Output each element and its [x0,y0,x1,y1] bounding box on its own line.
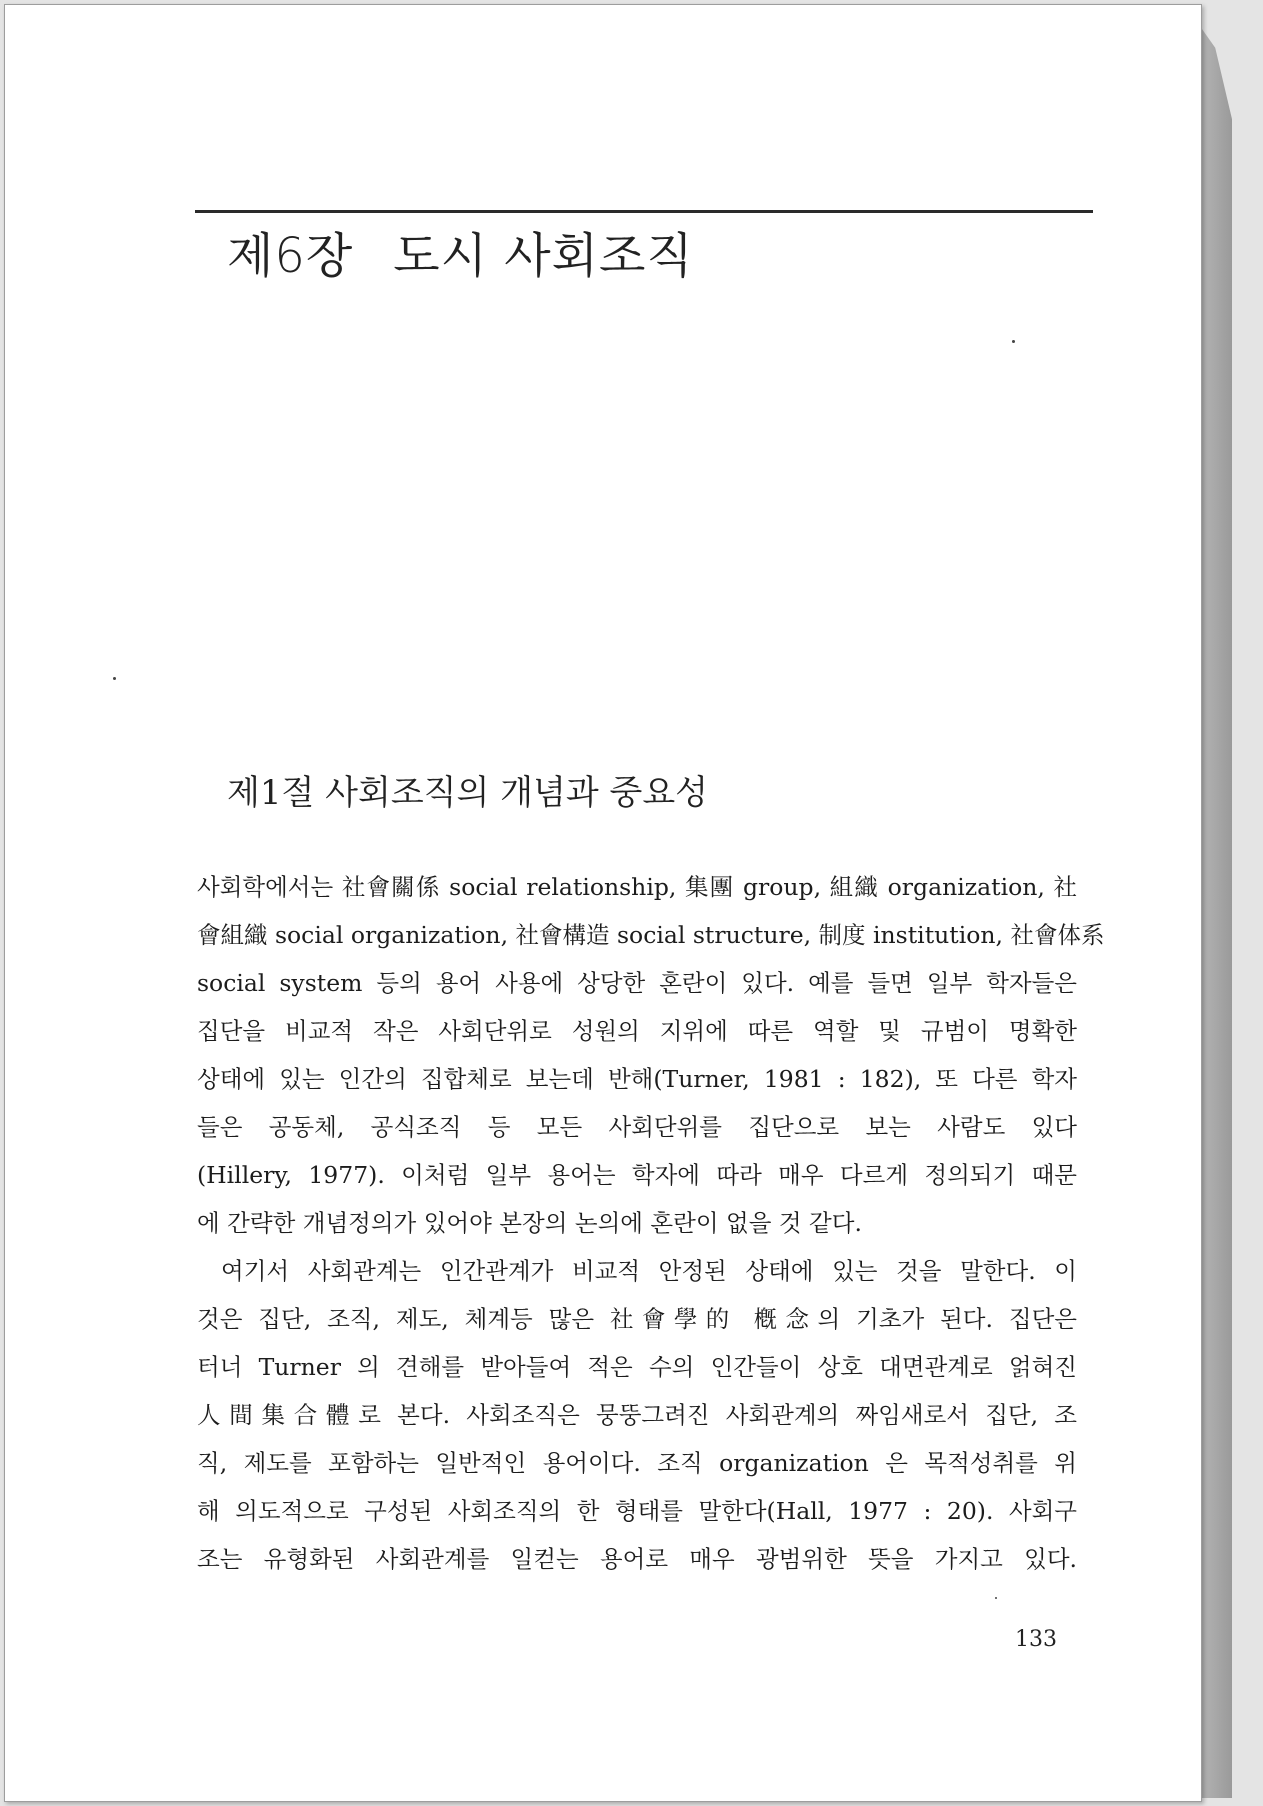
scan-speck [995,1597,997,1599]
text-line: 여기서 사회관계는 인간관계가 비교적 안정된 상태에 있는 것을 말한다. 이 [221,1257,1077,1285]
text-line: 직, 제도를 포함하는 일반적인 용어이다. 조직 organization 은 목적성취를 위 [197,1449,1077,1477]
text-line: 터너 Turner 의 견해를 받아들여 적은 수의 인간들이 상호 대면관계로 얽혀진 [197,1353,1077,1381]
text-line: 상태에 있는 인간의 집합체로 보는데 반해(Turner, 1981 : 182), 또 다른 학자 [197,1065,1077,1093]
text-line: 들은 공동체, 공식조직 등 모든 사회단위를 집단으로 보는 사람도 있다 [197,1113,1077,1141]
chapter-title [227,217,694,286]
chapter-number: 제6장 [227,228,354,284]
body-text [197,863,1105,1583]
text-line: (Hillery, 1977). 이처럼 일부 용어는 학자에 따라 매우 다르게 정의되기 때문 [197,1161,1077,1189]
scan-speck [1012,340,1015,343]
section-title: 제1절 사회조직의 개념과 중요성 [227,773,709,813]
text-line: social system 등의 용어 사용에 상당한 혼란이 있다. 예를 들면 일부 학자들은 [197,969,1077,997]
text-line: 사회학에서는 社會關係 social relationship, 集團 group, 組織 organization, 社 [197,873,1077,901]
page-number: 133 [1015,1627,1057,1652]
book-page [4,4,1202,1802]
text-line: 에 간략한 개념정의가 있어야 본장의 논의에 혼란이 없을 것 같다. [197,1209,862,1237]
text-line: 會組織 social organization, 社會構造 social structure, 制度 institution, 社會体系 [197,921,1105,949]
text-line: 조는 유형화된 사회관계를 일컫는 용어로 매우 광범위한 뜻을 가지고 있다. [197,1545,1077,1573]
text-line: 人間集合體로 본다. 사회조직은 뭉뚱그려진 사회관계의 짜임새로서 집단, 조 [197,1401,1077,1429]
scan-speck [113,677,116,680]
text-line: 집단을 비교적 작은 사회단위로 성원의 지위에 따른 역할 및 규범이 명확한 [197,1017,1077,1045]
text-line: 해 의도적으로 구성된 사회조직의 한 형태를 말한다(Hall, 1977 : 20). 사회구 [197,1497,1077,1525]
chapter-rule [195,210,1093,213]
chapter-name: 도시 사회조직 [393,228,694,284]
text-line: 것은 집단, 조직, 제도, 체계등 많은 社會學的 槪念의 기초가 된다. 집단은 [197,1305,1077,1333]
